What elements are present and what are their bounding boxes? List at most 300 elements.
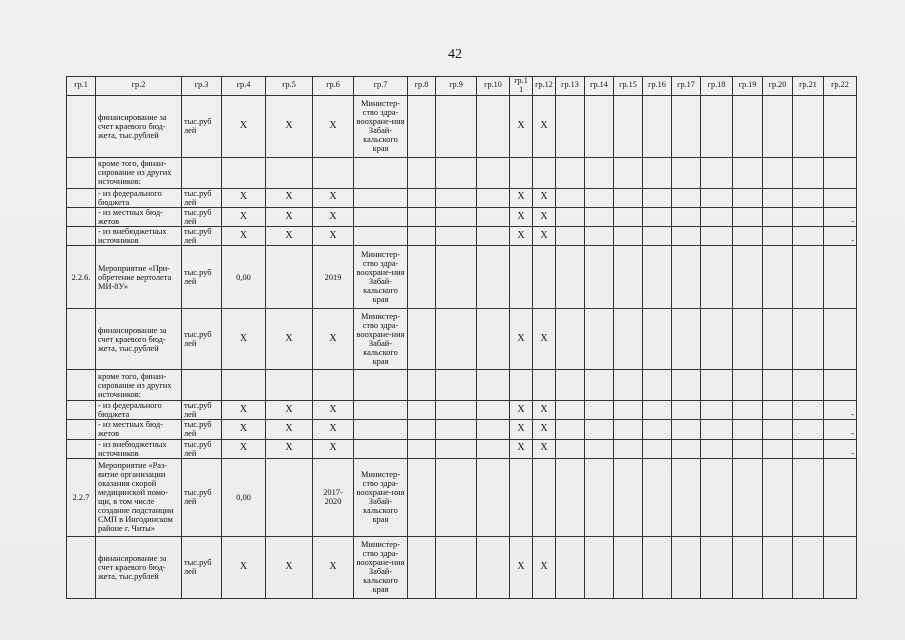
table-cell [266,458,313,536]
table-cell [614,458,643,536]
table-cell [763,458,793,536]
table-cell [477,207,510,226]
table-cell [733,439,763,458]
table-cell [477,309,510,370]
table-cell [763,188,793,207]
table-cell [436,401,477,420]
table-cell: Х [266,439,313,458]
table-cell [701,536,733,598]
table-cell [436,439,477,458]
table-cell [733,536,763,598]
table-cell: Х [222,420,266,439]
header-cell: гр.21 [793,77,824,96]
table-cell [672,370,701,401]
table-cell: Х [266,401,313,420]
table-cell [793,458,824,536]
table-cell [701,227,733,246]
table-cell [672,420,701,439]
table-cell [354,157,408,188]
table-cell [556,420,585,439]
table-cell [585,246,614,309]
table-cell [614,401,643,420]
table-cell [556,207,585,226]
table-cell [408,458,436,536]
table-cell: Х [510,420,533,439]
table-row [67,420,857,439]
table-cell [67,420,96,439]
table-cell: финансирование за счет краевого бюд-жета, тыс.рублей [96,95,182,157]
table-cell: Х [510,227,533,246]
table-cell: - из внебюджетных источников [96,439,182,458]
table-cell: тыс.руб лей [182,401,222,420]
header-cell: гр.18 [701,77,733,96]
table-cell [824,188,857,207]
table-cell [585,458,614,536]
table-cell [67,401,96,420]
table-cell [182,370,222,401]
table-cell [222,370,266,401]
table-cell [793,309,824,370]
table-cell: Министер-ство здра-воохране-ния Забай-кальского края [354,95,408,157]
table-cell [643,309,672,370]
table-cell [643,95,672,157]
table-cell: Х [266,95,313,157]
header-cell: гр.2 [96,77,182,96]
table-cell [763,227,793,246]
table-cell [763,157,793,188]
table-cell [436,370,477,401]
table-cell [672,458,701,536]
table-cell [701,458,733,536]
header-cell: гр.15 [614,77,643,96]
table-cell [556,401,585,420]
table-cell [67,439,96,458]
table-cell [733,458,763,536]
table-cell [614,95,643,157]
header-cell: гр.22 [824,77,857,96]
table-cell: Мероприятие «При-обретение вертолета МИ-8У» [96,246,182,309]
table-cell [763,95,793,157]
table-cell [763,246,793,309]
table-cell [763,370,793,401]
table-cell [477,246,510,309]
table-cell: 2.2.7 [67,458,96,536]
table-cell [643,439,672,458]
table-cell [533,157,556,188]
table-cell [672,188,701,207]
table-row [67,207,857,226]
table-cell: 2.2.6. [67,246,96,309]
table-cell [763,207,793,226]
table-cell [266,246,313,309]
table-cell [354,420,408,439]
table-cell: тыс.руб лей [182,536,222,598]
table-cell [614,227,643,246]
header-cell: гр.20 [763,77,793,96]
table-cell [354,188,408,207]
table-cell [354,439,408,458]
table-cell [824,458,857,536]
table-cell: Х [510,309,533,370]
table-cell [585,309,614,370]
table-row [67,536,857,598]
table-cell [477,536,510,598]
table-cell [614,439,643,458]
table-cell [793,188,824,207]
table-cell: тыс.руб лей [182,207,222,226]
table-row [67,458,857,536]
table-cell [477,370,510,401]
table-cell [701,439,733,458]
table-cell: Х [533,95,556,157]
table-cell: - [824,439,857,458]
table-cell [701,401,733,420]
table-cell [67,95,96,157]
table-cell [585,188,614,207]
table-cell [436,95,477,157]
table-cell [533,458,556,536]
table-cell: Х [222,401,266,420]
table-cell [614,370,643,401]
table-cell [701,370,733,401]
table-cell [793,95,824,157]
table-cell: 2017-2020 [313,458,354,536]
table-cell [67,309,96,370]
table-cell [793,439,824,458]
data-table [66,76,857,599]
table-cell [763,309,793,370]
table-cell: - из местных бюд-жетов [96,207,182,226]
table-cell [824,246,857,309]
table-cell [436,207,477,226]
table-cell: Х [266,420,313,439]
table-cell [556,157,585,188]
table-row [67,370,857,401]
table-cell [763,439,793,458]
table-cell: - из федерального бюджета [96,401,182,420]
table-cell: Х [533,207,556,226]
table-cell [643,458,672,536]
table-cell: - из федерального бюджета [96,188,182,207]
table-cell [477,439,510,458]
table-cell [477,401,510,420]
header-cell: гр.3 [182,77,222,96]
table-cell [182,157,222,188]
table-cell [556,536,585,598]
table-row [67,95,857,157]
table-cell [585,157,614,188]
table-cell [672,157,701,188]
table-cell [672,536,701,598]
table-cell: Х [313,420,354,439]
table-cell: Х [313,401,354,420]
table-cell [585,536,614,598]
table-cell: Х [313,188,354,207]
table-cell: тыс.руб лей [182,309,222,370]
table-cell [701,246,733,309]
header-cell: гр.1 [67,77,96,96]
table-cell [672,227,701,246]
table-cell [266,157,313,188]
table-cell [408,157,436,188]
table-cell [313,370,354,401]
table-cell [408,95,436,157]
table-cell: Х [313,536,354,598]
table-cell: Х [313,227,354,246]
table-cell [643,401,672,420]
header-cell: гр.9 [436,77,477,96]
table-cell [556,439,585,458]
table-cell [643,420,672,439]
header-cell: гр.5 [266,77,313,96]
table-cell: тыс.руб лей [182,458,222,536]
page-number: 42 [448,47,462,62]
table-cell [436,458,477,536]
table-cell [556,188,585,207]
table-cell [614,207,643,226]
table-cell [533,370,556,401]
table-cell: Министер-ство здра-воохране-ния Забай-кальского края [354,458,408,536]
table-cell [672,401,701,420]
table-cell: Х [266,536,313,598]
table-row [67,401,857,420]
table-cell: тыс.руб лей [182,95,222,157]
table-cell [67,207,96,226]
table-cell: Х [533,227,556,246]
table-cell: Х [510,95,533,157]
table-cell [643,246,672,309]
table-cell [701,188,733,207]
table-row [67,309,857,370]
table-cell: тыс.руб лей [182,246,222,309]
table-cell: - [824,401,857,420]
header-cell: гр.17 [672,77,701,96]
table-cell [585,439,614,458]
table-cell [408,227,436,246]
table-cell: Х [533,188,556,207]
table-row [67,188,857,207]
table-cell [614,157,643,188]
table-cell: Министер-ство здра-воохране-ния Забай-кальского края [354,246,408,309]
header-cell: гр.12 [533,77,556,96]
header-row [67,77,857,96]
table-cell [556,309,585,370]
table-cell [354,401,408,420]
table-cell: финансирование за счет краевого бюд-жета, тыс.рублей [96,536,182,598]
table-cell: 0,00 [222,458,266,536]
table-cell [510,458,533,536]
table-cell [556,95,585,157]
table-cell: кроме того, финан-сирование из других источников: [96,370,182,401]
table-cell [585,95,614,157]
table-cell [733,157,763,188]
table-cell [436,227,477,246]
header-cell: гр.16 [643,77,672,96]
table-cell [67,370,96,401]
table-cell [533,246,556,309]
table-cell [266,370,313,401]
header-cell: гр.8 [408,77,436,96]
table-cell [672,207,701,226]
table-cell [477,420,510,439]
table-cell: финансирование за счет краевого бюд-жета, тыс.рублей [96,309,182,370]
table-cell [643,536,672,598]
table-cell [793,420,824,439]
table-cell [763,420,793,439]
table-cell [585,401,614,420]
table-cell: Х [222,188,266,207]
table-cell: Х [222,95,266,157]
table-cell [672,439,701,458]
table-cell [643,157,672,188]
table-cell: Х [266,309,313,370]
table-cell [733,95,763,157]
header-cell: гр.4 [222,77,266,96]
table-cell [556,246,585,309]
table-cell: - [824,227,857,246]
table-cell [733,207,763,226]
table-cell [733,420,763,439]
table-cell [477,95,510,157]
table-cell [408,536,436,598]
table-cell [701,309,733,370]
table-cell [585,207,614,226]
table-cell [672,95,701,157]
table-cell [556,458,585,536]
table-cell [643,370,672,401]
table-cell [793,207,824,226]
table-cell: Х [510,207,533,226]
table-cell [222,157,266,188]
table-cell: Х [222,207,266,226]
table-cell: - из внебюджетных источников [96,227,182,246]
header-cell: гр.13 [556,77,585,96]
table-cell [354,207,408,226]
table-cell [701,95,733,157]
table-cell: Министер-ство здра-воохране-ния Забай-кальского края [354,309,408,370]
table-cell: тыс.руб лей [182,188,222,207]
table-cell [643,188,672,207]
table-cell: Х [510,439,533,458]
table-cell [510,157,533,188]
table-cell [556,227,585,246]
table-cell [733,370,763,401]
table-cell [408,246,436,309]
table-cell [436,420,477,439]
table-cell: кроме того, финан-сирование из других источников: [96,157,182,188]
table-cell [436,157,477,188]
table-cell [67,536,96,598]
table-cell [793,536,824,598]
table-cell [436,536,477,598]
table-cell [733,401,763,420]
table-cell [793,227,824,246]
table-cell [313,157,354,188]
table-cell [614,246,643,309]
table-cell [643,207,672,226]
table-cell: - [824,420,857,439]
table-cell: Х [222,309,266,370]
table-row [67,246,857,309]
table-cell: - из местных бюд-жетов [96,420,182,439]
table-cell: Министер-ство здра-воохране-ния Забай-кальского края [354,536,408,598]
header-cell: гр.6 [313,77,354,96]
header-cell: гр.10 [477,77,510,96]
table-cell [793,370,824,401]
table-cell: 2019 [313,246,354,309]
table-cell [477,458,510,536]
table-cell [67,157,96,188]
table-cell [408,420,436,439]
header-cell: гр.19 [733,77,763,96]
table-cell [408,207,436,226]
table-cell [614,536,643,598]
table-cell: - [824,207,857,226]
header-cell: гр.14 [585,77,614,96]
table-cell [408,370,436,401]
table-cell: Х [510,536,533,598]
table-row [67,439,857,458]
table-cell [824,95,857,157]
table-cell: Х [222,439,266,458]
table-cell [585,370,614,401]
table-cell: тыс.руб лей [182,420,222,439]
table-cell [763,401,793,420]
table-cell: тыс.руб лей [182,227,222,246]
table-cell [477,227,510,246]
table-cell [67,227,96,246]
table-cell: Х [313,207,354,226]
table-cell: Х [313,309,354,370]
table-cell: Х [222,227,266,246]
table-cell: Х [510,401,533,420]
table-cell: Х [266,207,313,226]
table-cell [733,246,763,309]
table-cell: Х [266,227,313,246]
table-cell [556,370,585,401]
table-cell [763,536,793,598]
table-cell [585,420,614,439]
table-cell [354,370,408,401]
table-cell [614,188,643,207]
table-cell: Х [313,95,354,157]
table-cell [477,157,510,188]
table-cell [408,401,436,420]
table-cell [672,246,701,309]
table-cell: Х [533,309,556,370]
table-cell [793,246,824,309]
table-cell [436,246,477,309]
table-cell [824,157,857,188]
table-cell [824,309,857,370]
header-cell: гр.1 1 [510,77,533,96]
table-cell: Мероприятие «Раз-витие организации оказания скорой медицинской помо-щи, в том числе создание подстанции СМП в Ингодинском районе г. Читы» [96,458,182,536]
table-cell [672,309,701,370]
table-cell [824,536,857,598]
table-cell [701,157,733,188]
table-cell [408,309,436,370]
table-cell [793,401,824,420]
table-cell: Х [533,401,556,420]
table-cell [510,246,533,309]
table-cell [614,420,643,439]
table-cell [643,227,672,246]
table-cell: Х [266,188,313,207]
table-cell: Х [533,439,556,458]
table-cell [436,309,477,370]
table-cell: Х [510,188,533,207]
table-cell [701,420,733,439]
